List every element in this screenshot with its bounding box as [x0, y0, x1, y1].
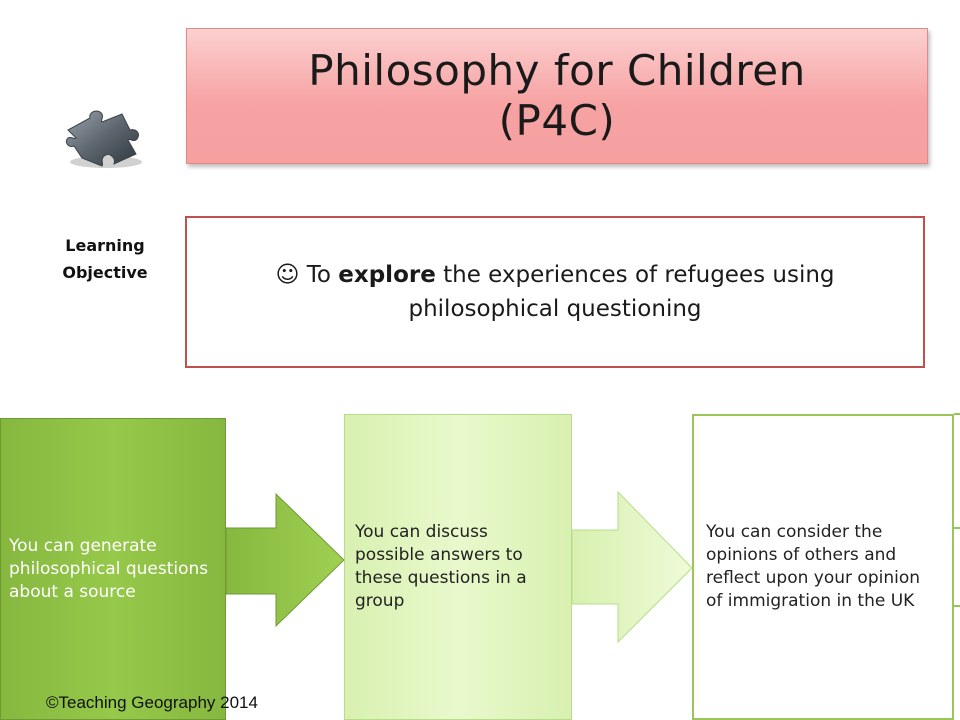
puzzle-piece-icon	[60, 108, 146, 170]
step-discuss-answers	[344, 414, 572, 720]
arrow-right-icon-2	[572, 492, 692, 642]
learning-objective-label-line-2: Objective	[62, 263, 148, 282]
step-consider-opinions	[692, 414, 954, 720]
objective-prefix: To	[299, 262, 339, 288]
learning-objective-label	[40, 232, 170, 286]
step-1-text: You can generate philosophical questions about a source	[9, 535, 209, 602]
title-line-1: Philosophy for Children	[308, 46, 806, 95]
step-3-text: You can consider the opinions of others and reflect upon your opinion of immigration in the UK	[706, 522, 921, 611]
step-generate-questions	[0, 418, 226, 720]
title-line-2: (P4C)	[498, 96, 616, 145]
smiley-icon: ☺	[275, 262, 300, 288]
objective-line-1	[275, 258, 834, 292]
objective-line-2: philosophical questioning	[408, 296, 702, 322]
title-banner	[186, 28, 928, 164]
learning-objective-label-line-1: Learning	[65, 236, 145, 255]
objective-emphasis: explore	[338, 262, 436, 288]
step-2-text: You can discuss possible answers to these questions in a group	[355, 522, 527, 611]
learning-objective-box	[185, 216, 925, 368]
arrow-right-icon	[226, 494, 344, 626]
objective-rest: the experiences of refugees using	[435, 262, 835, 288]
copyright-footer: ©Teaching Geography 2014	[46, 693, 258, 712]
